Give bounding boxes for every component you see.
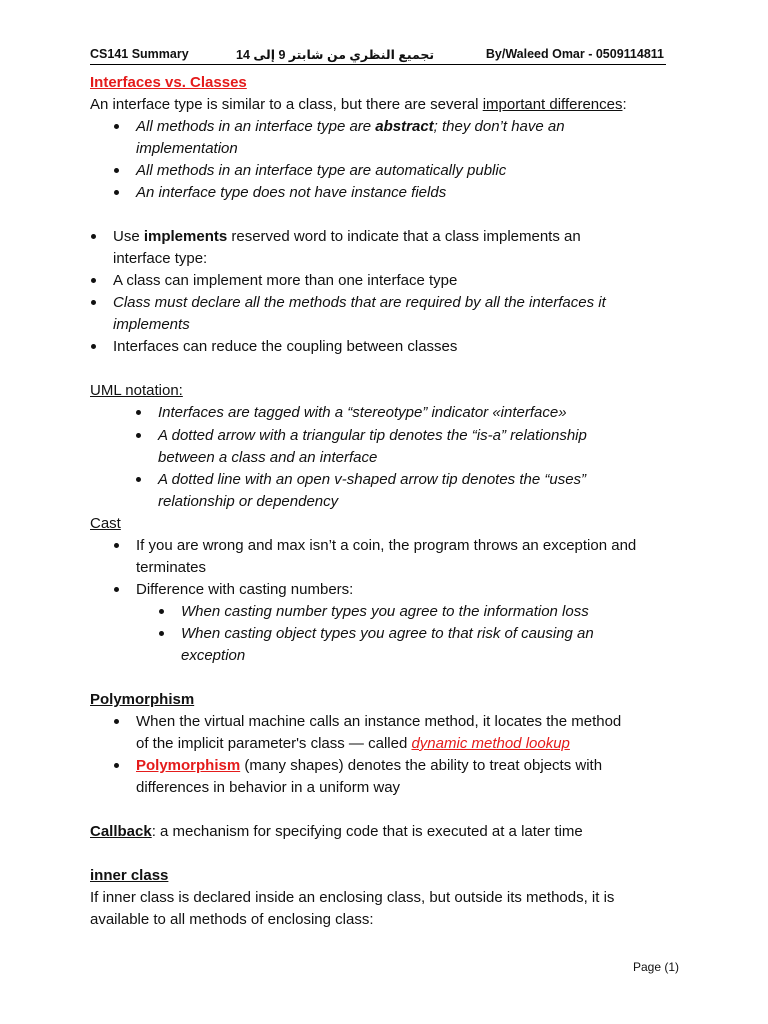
- cast-item-1-cont: terminates: [136, 559, 207, 576]
- interfaces-intro: An interface type is similar to a class, but there are several important differences:: [90, 96, 627, 113]
- bullet-icon: [91, 300, 96, 305]
- cast-subitem-2-cont: exception: [181, 647, 246, 664]
- section-title-interfaces: Interfaces vs. Classes: [90, 74, 247, 91]
- use-item-2: A class can implement more than one interface type: [113, 272, 458, 289]
- inner-class-line-2: available to all methods of enclosing class:: [90, 911, 374, 928]
- poly-item-1: When the virtual machine calls an instance method, it locates the method: [136, 713, 622, 730]
- bullet-icon: [114, 124, 119, 129]
- header-author: By/Waleed Omar - 0509114811: [485, 47, 664, 61]
- header-arabic-title: تجميع النظري من شابتر 9 إلى 14: [236, 48, 435, 62]
- inner-class-line-1: If inner class is declared inside an enclosing class, but outside its methods, it is: [90, 889, 615, 906]
- bullet-icon: [114, 543, 119, 548]
- diff-item-1-cont: implementation: [136, 140, 238, 157]
- poly-item-2: Polymorphism (many shapes) denotes the ability to treat objects with: [136, 757, 603, 774]
- poly-item-1-cont: of the implicit parameter's class — called dynamic method lookup: [136, 735, 570, 752]
- bullet-icon: [136, 477, 141, 482]
- cast-item-1: If you are wrong and max isn’t a coin, the program throws an exception and: [136, 537, 637, 554]
- cast-subitem-1: When casting number types you agree to the information loss: [181, 603, 589, 620]
- callback-paragraph: Callback: a mechanism for specifying code that is executed at a later time: [90, 823, 583, 840]
- section-title-polymorphism: Polymorphism: [90, 691, 195, 708]
- uml-item-1: Interfaces are tagged with a “stereotype” indicator «interface»: [158, 404, 567, 421]
- use-item-3-cont: implements: [113, 316, 190, 333]
- cast-item-2: Difference with casting numbers:: [136, 581, 354, 598]
- header-course: CS141 Summary: [90, 47, 189, 61]
- use-item-1: Use implements reserved word to indicate that a class implements an: [113, 228, 581, 245]
- bullet-icon: [114, 763, 119, 768]
- use-item-3: Class must declare all the methods that are required by all the interfaces it: [113, 294, 606, 311]
- uml-item-3-cont: relationship or dependency: [158, 493, 339, 510]
- bullet-icon: [91, 344, 96, 349]
- uml-item-3: A dotted line with an open v-shaped arrow tip denotes the “uses”: [158, 471, 587, 488]
- diff-item-1: All methods in an interface type are abstract; they don’t have an: [136, 118, 565, 135]
- use-item-4: Interfaces can reduce the coupling between classes: [113, 338, 458, 355]
- bullet-icon: [136, 433, 141, 438]
- section-title-inner-class: inner class: [90, 867, 169, 884]
- section-title-callback: Callback: [90, 823, 152, 840]
- diff-item-2: All methods in an interface type are automatically public: [136, 162, 507, 179]
- use-item-1-cont: interface type:: [113, 250, 208, 267]
- bullet-icon: [114, 719, 119, 724]
- bullet-icon: [136, 410, 141, 415]
- page-header: [90, 44, 666, 65]
- bullet-icon: [91, 278, 96, 283]
- diff-item-3: An interface type does not have instance fields: [136, 184, 447, 201]
- bullet-icon: [114, 587, 119, 592]
- bullet-icon: [114, 190, 119, 195]
- uml-item-2-cont: between a class and an interface: [158, 449, 378, 466]
- bullet-icon: [114, 168, 119, 173]
- uml-item-2: A dotted arrow with a triangular tip denotes the “is-a” relationship: [158, 427, 587, 444]
- important-differences-text: important differences: [482, 96, 623, 113]
- section-title-cast: Cast: [90, 515, 121, 532]
- bullet-icon: [91, 234, 96, 239]
- section-title-uml: UML notation:: [90, 382, 183, 399]
- bullet-icon: [159, 631, 164, 636]
- poly-item-2-cont: differences in behavior in a uniform way: [136, 779, 401, 796]
- bullet-icon: [159, 609, 164, 614]
- page-number: Page (1): [633, 960, 680, 974]
- cast-subitem-2: When casting object types you agree to that risk of causing an: [181, 625, 594, 642]
- dynamic-method-lookup-text: dynamic method lookup: [411, 735, 570, 752]
